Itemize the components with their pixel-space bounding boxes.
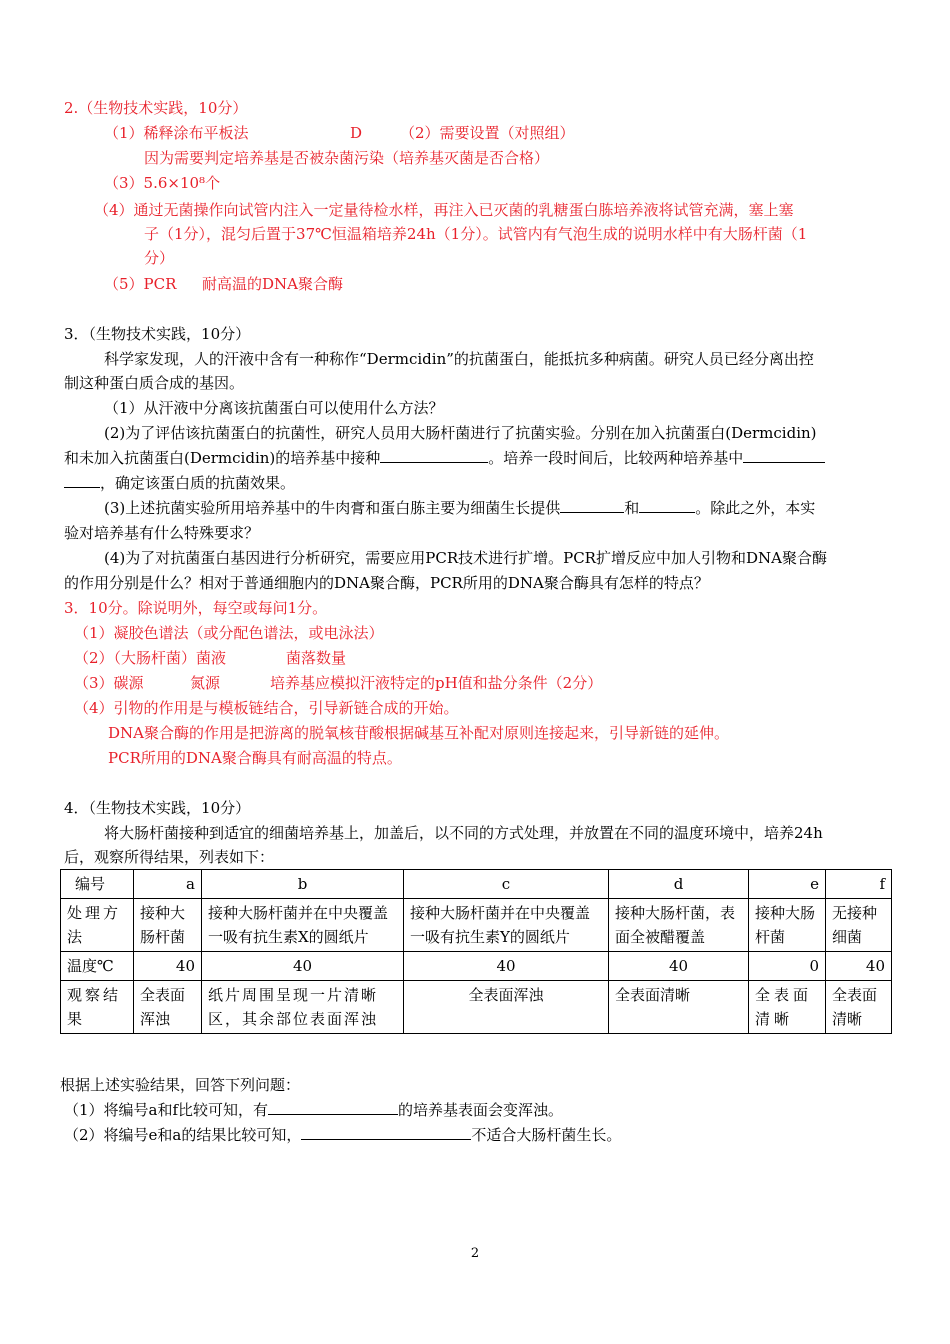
q3-answer-2b: 菌落数量 [286,649,347,667]
row-label-method: 处理方法 [61,899,134,952]
row-label-result: 观察结果 [61,981,134,1034]
q3-q3-text-b: 和 [624,499,640,517]
q2-answer-5b: 耐高温的DNA聚合酶 [202,275,343,293]
table-row-id [61,870,892,899]
q3-answer-3a: （3）碳源 [74,674,144,692]
q3-blank-3[interactable] [560,498,624,513]
q3-answer-2a: （2）（大肠杆菌）菌液 [74,649,227,667]
q2-answer-4-line1: （4）通过无菌操作向试管内注入一定量待检水样，再注入已灭菌的乳糖蛋白胨培养液将试管充满，塞上塞 [94,201,794,219]
cell-method-b: 接种大肠杆菌并在中央覆盖一吸有抗生素X的圆纸片 [202,899,404,952]
q3-question-4-line2: 的作用分别是什么？相对于普通细胞内的DNA聚合酶，PCR所用的DNA聚合酶具有怎样的特点？ [64,574,709,592]
q2-answer-1b: D [350,124,363,142]
cell-result-a: 全表面浑浊 [134,981,202,1034]
cell-id-d: d [609,870,749,899]
q4-paragraph-line1: 将大肠杆菌接种到适宜的细菌培养基上，加盖后，以不同的方式处理，并放置在不同的温度环境中，培养24h [104,824,823,842]
q3-question-2-line2 [64,447,825,469]
q3-blank-1[interactable] [380,448,488,463]
q4-blank-1[interactable] [268,1100,398,1115]
q2-answer-header: 2.（生物技术实践，10分） [64,99,248,117]
cell-id-a: a [134,870,202,899]
cell-temp-e: 0 [749,952,826,981]
q4-subquestion-1 [64,1099,563,1121]
q3-blank-4[interactable] [639,498,695,513]
cell-result-e: 全表面清晰 [749,981,826,1034]
q3-question-3-line2: 验对培养基有什么特殊要求？ [64,524,260,542]
q3-paragraph-line2: 制这种蛋白质合成的基因。 [64,374,245,392]
q2-answer-2: （2）需要设置（对照组） [400,124,575,142]
q2-answer-4-line2: 子（1分），混匀后置于37℃恒温箱培养24h（1分）。试管内有气泡生成的说明水样中有大肠杆菌（1 [144,225,808,243]
q3-answer-1: （1）凝胶色谱法（或分配色谱法，或电泳法） [74,624,384,642]
q3-answer-4-line2: DNA聚合酶的作用是把游离的脱氧核苷酸根据碱基互补配对原则连接起来，引导新链的延伸。 [108,724,729,742]
cell-method-d: 接种大肠杆菌，表面全被醋覆盖 [609,899,749,952]
cell-method-a: 接种大肠杆菌 [134,899,202,952]
table-row-result [61,981,892,1034]
q2-answer-1a: （1）稀释涂布平板法 [104,124,249,142]
cell-id-b: b [202,870,404,899]
q3-answer-3b: 氮源 [190,674,221,692]
q2-answer-3: （3）5.6×10⁸个 [104,174,221,192]
cell-temp-d: 40 [609,952,749,981]
q4-header: 4．（生物技术实践，10分） [64,799,251,817]
q3-q2-text-a: 和未加入抗菌蛋白(Dermcidin)的培养基中接种 [64,449,381,467]
q4-blank-2[interactable] [301,1125,471,1140]
cell-temp-f: 40 [826,952,892,981]
cell-id-c: c [404,870,609,899]
cell-result-f: 全表面清晰 [826,981,892,1034]
cell-result-d: 全表面清晰 [609,981,749,1034]
q3-paragraph-line1: 科学家发现，人的汗液中含有一种称作“Dermcidin”的抗菌蛋白，能抵抗多种病菌。研究人员已经分离出控 [104,350,814,368]
q3-answer-4-line3: PCR所用的DNA聚合酶具有耐高温的特点。 [108,749,402,767]
q4-s1-text-b: 的培养基表面会变浑浊。 [398,1101,564,1119]
cell-id-e: e [749,870,826,899]
experiment-table [60,869,892,1034]
cell-method-f: 无接种细菌 [826,899,892,952]
cell-result-c: 全表面浑浊 [404,981,609,1034]
row-label-id: 编号 [61,870,134,899]
q3-answer-header: 3．10分。除说明外，每空或每问1分。 [64,599,328,617]
q3-q3-text-a: (3)上述抗菌实验所用培养基中的牛肉膏和蛋白胨主要为细菌生长提供 [104,499,561,517]
row-label-temp: 温度℃ [61,952,134,981]
q2-answer-5a: （5）PCR [104,275,177,293]
q3-q2-text-c: ，确定该蛋白质的抗菌效果。 [100,474,296,492]
q4-subquestion-2 [64,1124,621,1146]
q3-question-2-line3 [64,472,295,494]
q2-answer-4-line3: 分） [144,249,175,267]
q2-answer-2-reason: 因为需要判定培养基是否被杂菌污染（培养基灭菌是否合格） [144,149,550,167]
q3-header: 3．（生物技术实践，10分） [64,325,251,343]
cell-temp-c: 40 [404,952,609,981]
q4-s2-text-b: 不适合大肠杆菌生长。 [471,1126,622,1144]
cell-method-c: 接种大肠杆菌并在中央覆盖一吸有抗生素Y的圆纸片 [404,899,609,952]
table-row-method [61,899,892,952]
q4-s2-text-a: （2）将编号e和a的结果比较可知， [64,1126,302,1144]
q3-question-3-line1 [104,497,815,519]
q3-question-1: （1）从汗液中分离该抗菌蛋白可以使用什么方法？ [104,399,444,417]
q4-s1-text-a: （1）将编号a和f比较可知，有 [64,1101,269,1119]
table-row-temp [61,952,892,981]
page-number: 2 [470,1246,480,1261]
q3-q2-text-b: 。培养一段时间后，比较两种培养基中 [488,449,744,467]
cell-method-e: 接种大肠杆菌 [749,899,826,952]
q3-blank-2[interactable] [743,448,825,463]
q4-paragraph-line2: 后，观察所得结果，列表如下： [64,848,275,866]
cell-id-f: f [826,870,892,899]
q4-after-table: 根据上述实验结果，回答下列问题： [60,1076,301,1094]
q3-answer-3c: 培养基应模拟汗液特定的pH值和盐分条件（2分） [270,674,603,692]
q3-blank-2-cont[interactable] [64,473,100,488]
cell-temp-b: 40 [202,952,404,981]
q3-answer-4-line1: （4）引物的作用是与模板链结合，引导新链合成的开始。 [74,699,459,717]
cell-temp-a: 40 [134,952,202,981]
q3-q3-text-c: 。除此之外，本实 [695,499,816,517]
cell-result-b: 纸片周围呈现一片清晰区，其余部位表面浑浊 [202,981,404,1034]
q3-question-4-line1: (4)为了对抗菌蛋白基因进行分析研究，需要应用PCR技术进行扩增。PCR扩增反应中加人引物和DNA聚合酶 [104,549,827,567]
q3-question-2-line1: (2)为了评估该抗菌蛋白的抗菌性，研究人员用大肠杆菌进行了抗菌实验。分别在加入抗菌蛋白(Dermcidin) [104,424,817,442]
